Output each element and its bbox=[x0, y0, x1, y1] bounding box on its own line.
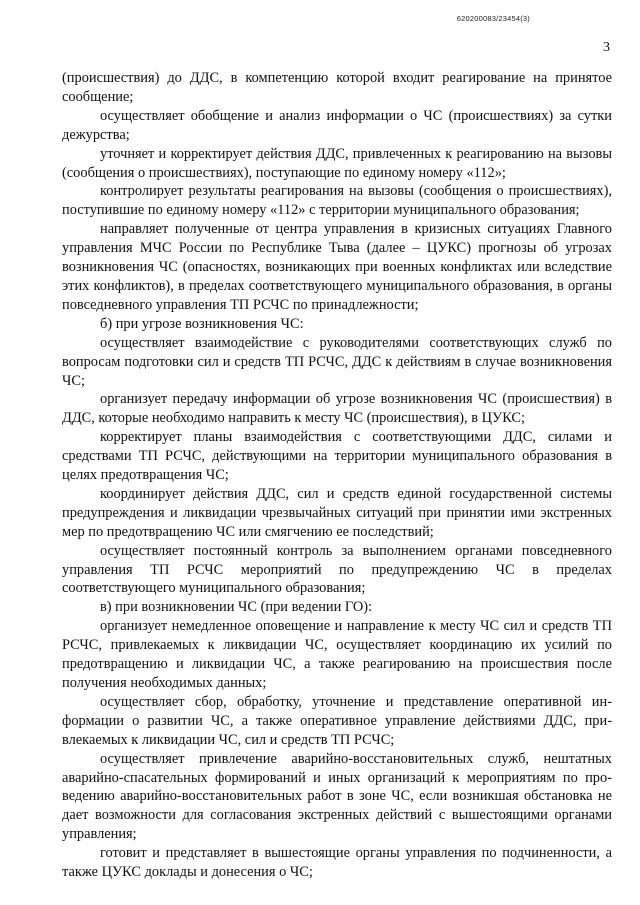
paragraph: осуществляет постоянный контроль за выполнением органами повседневного управления ТП РСЧС мероприятий по предупреждению ЧС в пределах соответствующего муниципального образования; bbox=[62, 542, 612, 597]
paragraph: готовит и представляет в вышестоящие органы управления по подчиненности, а также ЦУКС доклады и донесения о ЧС; bbox=[62, 845, 612, 881]
paragraph: (происшествия) до ДДС, в компетенцию которой входит реагирование на принятое сообщение; bbox=[62, 70, 612, 105]
paragraph: уточняет и корректирует действия ДДС, привлеченных к реагированию на вызовы (сообщения о происшествиях), поступающие по единому номеру «112»; bbox=[62, 145, 612, 181]
paragraph: организует немедленное оповещение и направление к месту ЧС сил и средств ТП РСЧС, привлекаемых к ликвидации ЧС, осуществляет координацию их усилий по предотвращению и ликвидации ЧС, а также реагированию на происшествия после получения необходимых данных; bbox=[62, 618, 612, 691]
paragraph: организует передачу информации об угрозе возникновения ЧС (происшествия) в ДДС, которые необходимо направить к месту ЧС (происшествия), в ЦУКС; bbox=[62, 391, 612, 427]
paragraph: направляет полученные от центра управления в кризисных ситуациях Главного управления МЧС России по Республике Тыва (далее – ЦУКС) прогнозы об угрозах возникновения ЧС (опасностях, возникающих при военных конфликтах или вследствие этих конфликтов), в пределах соответствующего муниципального образования, в органы повседневного управления ТП РСЧС по принадлежности; bbox=[62, 221, 612, 313]
page-number: 3 bbox=[603, 40, 610, 55]
paragraph: контролирует результаты реагирования на вызовы (сообщения о происшествиях), поступившие по единому номеру «112» с территории муниципального образования; bbox=[62, 183, 612, 219]
paragraph: осуществляет сбор, обработку, уточнение и представление оперативной информации о развитии ЧС, а также оперативное управление действиями ДДС, привлекаемых к ликвидации ЧС, сил и средств ТП РСЧС; bbox=[62, 693, 612, 748]
section-heading-v: в) при возникновении ЧС (при ведении ГО): bbox=[100, 599, 373, 616]
paragraph: осуществляет обобщение и анализ информации о ЧС (происшествиях) за сутки дежурства; bbox=[62, 107, 612, 143]
document-code: 620200083/23454(3) bbox=[456, 14, 530, 23]
paragraph: координирует действия ДДС, сил и средств единой государственной системы предупреждения и ликвидации чрезвычайных ситуаций при принятии ими экстренных мер по предотвращению ЧС или смягчению ее последствий; bbox=[62, 485, 612, 540]
paragraph: корректирует планы взаимодействия с соответствующими ДДС, силами и средствами ТП РСЧС, действующими на территории муниципального образования в целях предотвращения ЧС; bbox=[62, 429, 612, 484]
document-body bbox=[62, 69, 612, 882]
section-heading-b: б) при угрозе возникновения ЧС: bbox=[100, 315, 304, 332]
paragraph: осуществляет взаимодействие с руководителями соответствующих служб по вопросам подготовки сил и средств ТП РСЧС, ДДС к действиям в случае возникновения ЧС; bbox=[62, 334, 612, 389]
paragraph: осуществляет привлечение аварийно-восстановительных служб, нештатных аварийно-спасательных формирований и иных организаций к мероприятиям по проведению аварийно-восстановительных работ в зоне ЧС, если возникшая обстановка не дает возможности для согласования экстренных действий с вышестоящими органами управления; bbox=[62, 750, 612, 843]
